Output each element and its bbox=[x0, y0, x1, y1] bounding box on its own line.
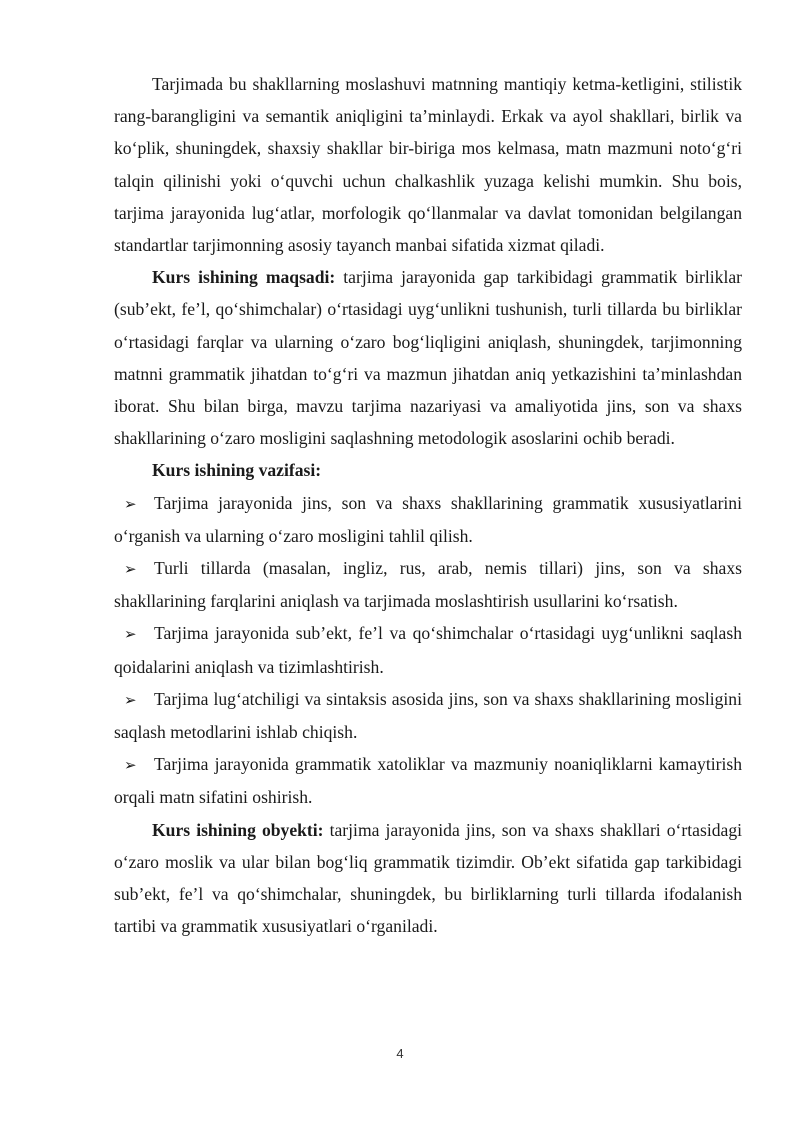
task-text: Turli tillarda (masalan, ingliz, rus, arab, nemis tillari) jins, son va shaxs shakllarining farqlarini aniqlash va tarjimada moslashtirish usullarini ko‘rsatish. bbox=[114, 558, 742, 612]
intro-paragraph: Tarjimada bu shakllarning moslashuvi matnning mantiqiy ketma-ketligini, stilistik rang-barangligini va semantik aniqligini ta’minlaydi. Erkak va ayol shakllari, birlik va ko‘plik, shuningdek, shaxsiy shakllar bir-biriga mos kelmasa, matn mazmuni noto‘g‘ri talqin qilinishi yoki o‘quvchi uchun chalkashlik yuzaga kelishi mumkin. Shu bois, tarjima jarayonida lug‘atlar, morfologik qo‘llanmalar va davlat tomonidan belgilangan standartlar tarjimonning asosiy tayanch manbai sifatida xizmat qiladi. bbox=[114, 74, 742, 256]
goal-label: Kurs ishining maqsadi: bbox=[152, 267, 336, 288]
task-text: Tarjima jarayonida jins, son va shaxs shakllarining grammatik xususiyatlarini o‘rganish va ularning o‘zaro mosligini tahlil qilish. bbox=[114, 492, 742, 546]
task-text: Tarjima jarayonida sub’ekt, fe’l va qo‘shimchalar o‘rtasidagi uyg‘unlikni saqlash qoidalarini aniqlash va tizimlashtirish. bbox=[114, 623, 742, 677]
object-label: Kurs ishining obyekti: bbox=[152, 819, 324, 840]
page-number: 4 bbox=[396, 1046, 404, 1061]
task-item-4 bbox=[114, 683, 742, 748]
task-text: Tarjima jarayonida grammatik xatoliklar va mazmuniy noaniqliklarni kamaytirish orqali matn sifatini oshirish. bbox=[114, 754, 742, 808]
arrow-bullet-icon: ➢ bbox=[124, 625, 137, 644]
page-content bbox=[114, 68, 742, 942]
goal-paragraph bbox=[114, 261, 742, 454]
task-text: Tarjima lug‘atchiligi va sintaksis asosida jins, son va shaxs shakllarining mosligini saqlash metodlarini ishlab chiqish. bbox=[114, 688, 742, 743]
object-text: tarjima jarayonida jins, son va shaxs shakllari o‘rtasidagi o‘zaro moslik va ular bilan bog‘liq grammatik tizimdir. Ob’ekt sifatida gap tarkibidagi sub’ekt, fe’l va qo‘shimchalar, shuningdek, bu birliklarning turli tillarda ifodalanish tartibi va grammatik xususiyatlari o‘rganiladi. bbox=[114, 819, 742, 937]
task-item-1 bbox=[114, 487, 742, 552]
arrow-bullet-icon: ➢ bbox=[124, 690, 137, 709]
task-item-5 bbox=[114, 748, 742, 813]
task-item-3 bbox=[114, 617, 742, 682]
tasks-label: Kurs ishining vazifasi: bbox=[152, 460, 322, 481]
arrow-bullet-icon: ➢ bbox=[124, 560, 137, 579]
goal-text: tarjima jarayonida gap tarkibidagi grammatik birliklar (sub’ekt, fe’l, qo‘shimchalar) o‘rtasidagi uyg‘unlikni tushunish, turli tillarda bu birliklar o‘rtasidagi farqlar va ularning o‘zaro bog‘liqligini aniqlash, shuningdek, tarjimonning matnni grammatik jihatdan to‘g‘ri va mazmun jihatdan aniq yetkazishini ta’minlashdan iborat. Shu bilan birga, mavzu tarjima nazariyasi va amaliyotida jins, son va shaxs shakllarining o‘zaro mosligini saqlashning metodologik asoslarini ochib beradi. bbox=[114, 267, 743, 449]
arrow-bullet-icon: ➢ bbox=[124, 756, 137, 775]
arrow-bullet-icon: ➢ bbox=[124, 494, 137, 513]
tasks-heading bbox=[114, 454, 742, 486]
task-item-2 bbox=[114, 552, 742, 617]
object-paragraph bbox=[114, 814, 742, 943]
